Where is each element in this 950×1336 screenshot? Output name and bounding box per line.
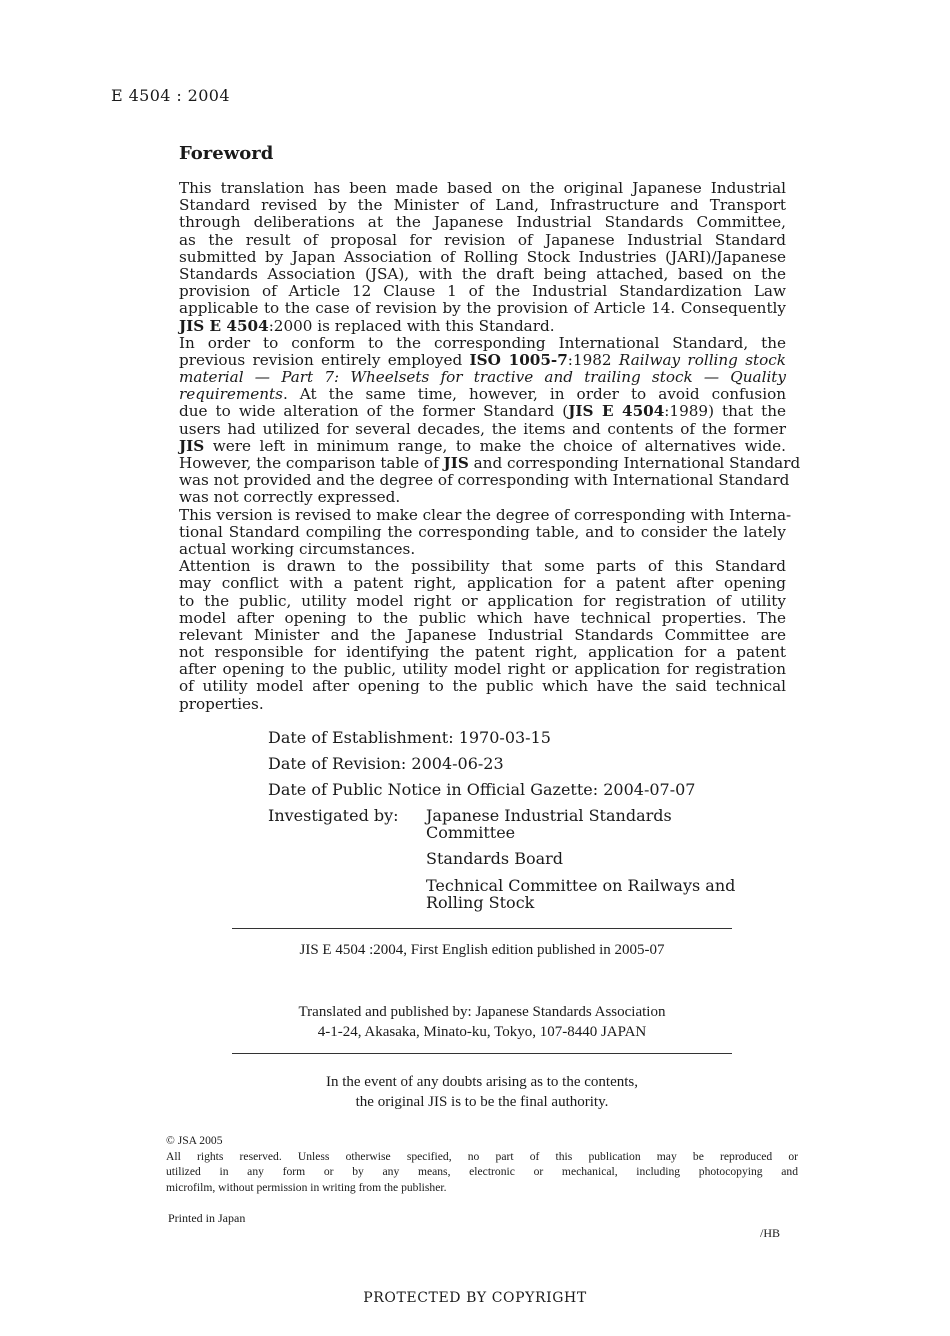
investigated-label: Investigated by: [268, 806, 399, 825]
copyright-block [166, 1133, 798, 1195]
printed-in: Printed in Japan [168, 1211, 246, 1225]
investigated-body-1a: Japanese Industrial Standards [426, 806, 672, 825]
foreword-line: after opening to the public, utility model right or application for registration [179, 660, 786, 679]
publisher-line-1: Translated and published by: Japanese Standards Association [298, 1004, 666, 1020]
foreword-line: previous revision entirely employed ISO 1005-7:1982 Railway rolling stock [179, 350, 786, 369]
foreword-line: JIS E 4504:2000 is replaced with this Standard. [179, 316, 555, 335]
foreword-line: model after opening to the public which have technical properties. The [179, 608, 786, 627]
divider-bottom [232, 1053, 732, 1054]
foreword-line: was not correctly expressed. [179, 488, 401, 507]
copyright-holder: © JSA 2005 [166, 1134, 223, 1147]
foreword-line: In order to conform to the corresponding International Standard, the [179, 333, 786, 352]
foreword-line: relevant Minister and the Japanese Industrial Standards Committee are [179, 625, 786, 644]
foreword-line: as the result of proposal for revision of Japanese Industrial Standard [179, 230, 786, 249]
foreword-line: tional Standard compiling the corresponding table, and to consider the lately [179, 522, 786, 541]
authority-line-2: the original JIS is to be the final authority. [355, 1094, 609, 1110]
investigated-body-2: Standards Board [426, 849, 564, 868]
date-revision: Date of Revision: 2004-06-23 [268, 754, 504, 773]
protected-footer: PROTECTED BY COPYRIGHT [363, 1290, 587, 1306]
foreword-title: Foreword [179, 143, 274, 164]
investigated-body-3a: Technical Committee on Railways and [426, 876, 736, 895]
foreword-line: not responsible for identifying the patent right, application for a patent [179, 643, 786, 662]
foreword-line: This translation has been made based on the original Japanese Industrial [179, 179, 786, 197]
code-mark: /HB [760, 1226, 781, 1240]
copyright-line-2: All rights reserved. Unless otherwise specified, no part of this publication may be reproduced or [166, 1149, 798, 1163]
foreword-body [179, 179, 801, 713]
foreword-line: was not provided and the degree of corresponding with International Standard [179, 471, 790, 490]
publisher-address: 4-1-24, Akasaka, Minato-ku, Tokyo, 107-8440 JAPAN [317, 1024, 647, 1040]
foreword-line: Standard revised by the Minister of Land, Infrastructure and Transport [179, 196, 786, 215]
divider-top [232, 928, 732, 929]
date-establishment: Date of Establishment: 1970-03-15 [268, 728, 551, 747]
edition-statement: JIS E 4504 :2004, First English edition published in 2005-07 [299, 942, 665, 958]
foreword-line: applicable to the case of revision by the provision of Article 14. Consequently [179, 299, 786, 318]
foreword-line: due to wide alteration of the former Standard (JIS E 4504:1989) that the [179, 402, 786, 421]
header-standard-code: E 4504 : 2004 [111, 86, 230, 105]
authority-line-1: In the event of any doubts arising as to the contents, [325, 1074, 638, 1090]
foreword-line: of utility model after opening to the public which have the said technical [179, 677, 786, 696]
publisher-block [232, 1002, 732, 1042]
foreword-line: actual working circumstances. [179, 539, 416, 558]
foreword-line: Attention is drawn to the possibility that some parts of this Standard [179, 557, 786, 576]
foreword-line: material — Part 7: Wheelsets for tractive and trailing stock — Quality [179, 368, 786, 387]
foreword-line: JIS were left in minimum range, to make the choice of alternatives wide. [179, 436, 786, 455]
date-public-notice: Date of Public Notice in Official Gazette: 2004-07-07 [268, 780, 696, 799]
foreword-line: Standards Association (JSA), with the draft being attached, based on the [179, 264, 786, 283]
foreword-line: submitted by Japan Association of Rolling Stock Industries (JARI)/Japanese [179, 247, 786, 266]
foreword-line: This version is revised to make clear the degree of corresponding with Interna- [179, 505, 792, 524]
foreword-line: properties. [179, 694, 264, 713]
foreword-line: However, the comparison table of JIS and corresponding International Standard [179, 454, 801, 472]
investigated-body-3b: Rolling Stock [426, 893, 535, 912]
authority-notice [232, 1072, 732, 1112]
foreword-line: through deliberations at the Japanese Industrial Standards Committee, [179, 213, 786, 232]
copyright-line-3: utilized in any form or by any means, electronic or mechanical, including photocopying and [166, 1165, 798, 1178]
copyright-line-4: microfilm, without permission in writing from the publisher. [166, 1180, 447, 1194]
foreword-line: may conflict with a patent right, application for a patent after opening [179, 574, 786, 593]
investigated-body-1b: Committee [426, 823, 516, 842]
foreword-line: provision of Article 12 Clause 1 of the Industrial Standardization Law [179, 282, 786, 301]
foreword-line: users had utilized for several decades, the items and contents of the former [179, 419, 786, 438]
foreword-line: to the public, utility model right or application for registration of utility [179, 591, 786, 610]
foreword-line: requirements. At the same time, however, in order to avoid confusion [179, 385, 786, 404]
